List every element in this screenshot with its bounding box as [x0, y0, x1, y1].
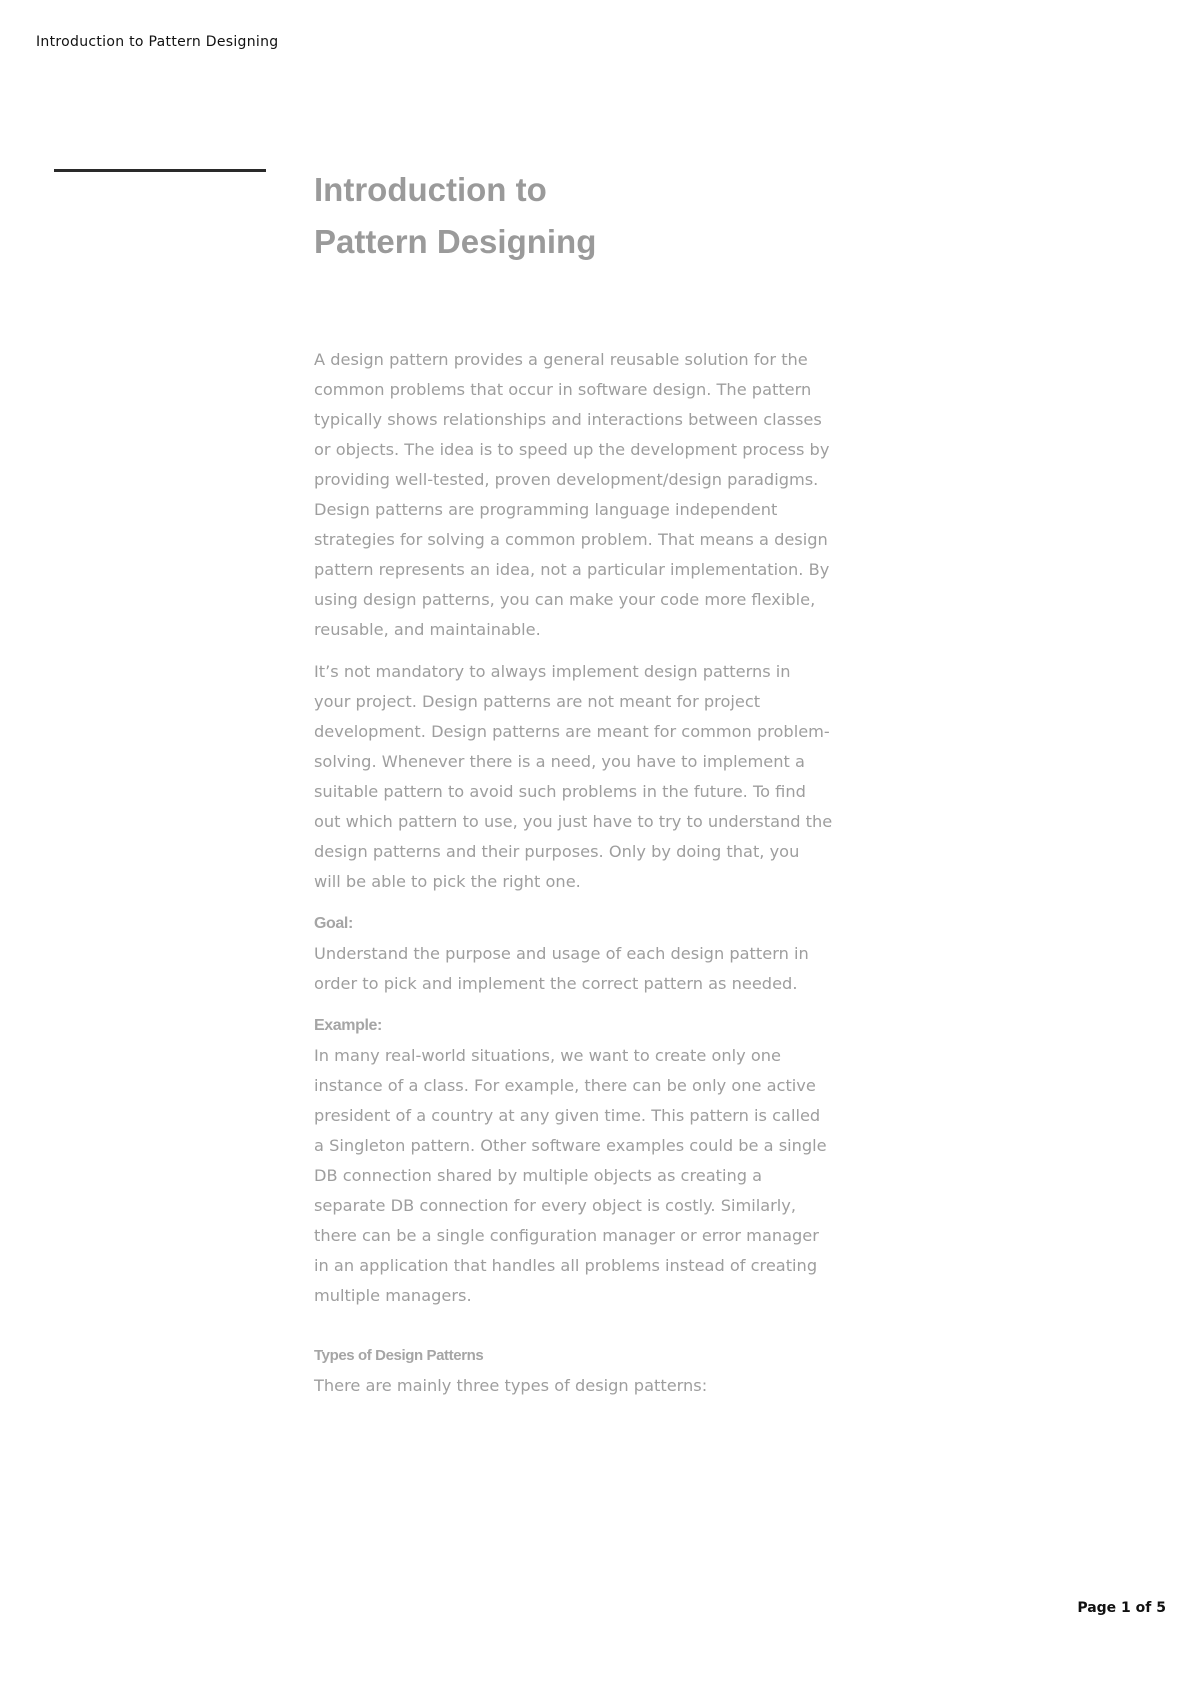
text-line: There are mainly three types of design patterns: — [314, 1376, 708, 1395]
text-line: using design patterns, you can make your code more flexible, — [314, 590, 816, 609]
text-line: a Singleton pattern. Other software examples could be a single — [314, 1136, 827, 1155]
text-line: pattern represents an idea, not a particular implementation. By — [314, 560, 830, 579]
text-line: multiple managers. — [314, 1286, 472, 1305]
goal-heading: Goal: — [314, 915, 353, 932]
text-line: in an application that handles all problems instead of creating — [314, 1256, 818, 1275]
text-line: providing well-tested, proven development/design paradigms. — [314, 470, 819, 489]
text-line: design patterns and their purposes. Only by doing that, you — [314, 842, 800, 861]
running-header: Introduction to Pattern Designing — [36, 34, 279, 50]
text-line: there can be a single configuration manager or error manager — [314, 1226, 819, 1245]
text-line: or objects. The idea is to speed up the development process by — [314, 440, 830, 459]
page-title — [314, 164, 596, 268]
types-paragraph — [314, 1371, 854, 1401]
text-line: solving. Whenever there is a need, you have to implement a — [314, 752, 805, 771]
main-content — [314, 345, 854, 1413]
page-title-line-2: Pattern Designing — [314, 223, 597, 260]
text-line: separate DB connection for every object is costly. Similarly, — [314, 1196, 797, 1215]
goal-paragraph — [314, 939, 854, 999]
mandatory-paragraph — [314, 657, 854, 897]
text-line: order to pick and implement the correct pattern as needed. — [314, 974, 798, 993]
text-line: reusable, and maintainable. — [314, 620, 541, 639]
text-line: instance of a class. For example, there can be only one active — [314, 1076, 816, 1095]
text-line: Understand the purpose and usage of each design pattern in — [314, 944, 809, 963]
text-line: Design patterns are programming language independent — [314, 500, 778, 519]
text-line: out which pattern to use, you just have to try to understand the — [314, 812, 833, 831]
example-paragraph — [314, 1041, 854, 1311]
text-line: president of a country at any given time. This pattern is called — [314, 1106, 821, 1125]
text-line: suitable pattern to avoid such problems in the future. To find — [314, 782, 806, 801]
text-line: typically shows relationships and interactions between classes — [314, 410, 822, 429]
page-title-line-1: Introduction to — [314, 171, 547, 208]
text-line: common problems that occur in software design. The pattern — [314, 380, 812, 399]
text-line: will be able to pick the right one. — [314, 872, 581, 891]
text-line: your project. Design patterns are not meant for project — [314, 692, 761, 711]
text-line: It’s not mandatory to always implement design patterns in — [314, 662, 791, 681]
text-line: development. Design patterns are meant for common problem- — [314, 722, 830, 741]
title-rule — [54, 169, 266, 172]
intro-paragraph — [314, 345, 854, 645]
text-line: strategies for solving a common problem. That means a design — [314, 530, 828, 549]
page-number: Page 1 of 5 — [1077, 1600, 1166, 1616]
example-heading: Example: — [314, 1017, 382, 1034]
types-heading: Types of Design Patterns — [314, 1347, 484, 1364]
text-line: DB connection shared by multiple objects as creating a — [314, 1166, 763, 1185]
text-line: A design pattern provides a general reusable solution for the — [314, 350, 808, 369]
text-line: In many real-world situations, we want to create only one — [314, 1046, 781, 1065]
